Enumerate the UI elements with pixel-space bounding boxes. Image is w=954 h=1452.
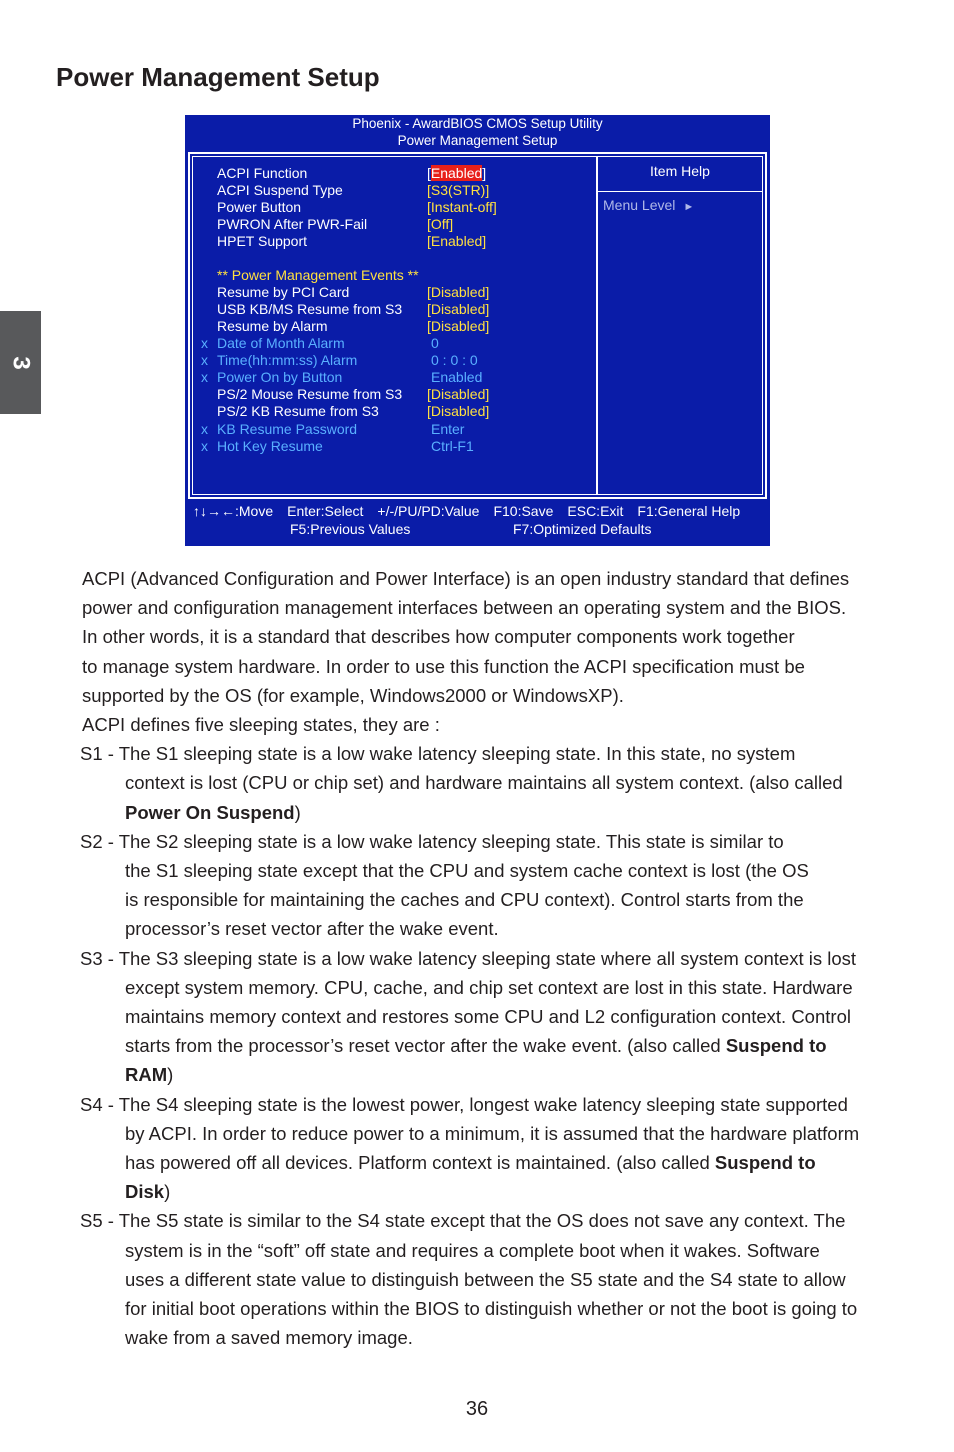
- bios-setting-label: Date of Month Alarm: [217, 335, 345, 351]
- body-text-line: [82, 714, 440, 736]
- footer-f7: F7:Optimized Defaults: [513, 521, 652, 537]
- bios-utility-title: Phoenix - AwardBIOS CMOS Setup Utility: [352, 116, 603, 131]
- disabled-marker: x: [201, 352, 208, 368]
- body-text-line: [125, 1269, 846, 1291]
- line-text: has powered off all devices. Platform context is maintained. (also called: [125, 1152, 715, 1173]
- bios-setting-label: ACPI Suspend Type: [217, 182, 343, 198]
- line-text: to manage system hardware. In order to use this function the ACPI specification must be: [82, 655, 805, 677]
- body-text-line: [125, 772, 843, 794]
- body-text-line: [125, 977, 853, 999]
- bios-inner-frame: [192, 156, 763, 495]
- bios-screenshot: [185, 115, 770, 546]
- body-text-line: [82, 685, 624, 707]
- body-text-line: [125, 889, 804, 911]
- bios-setting-value[interactable]: [Disabled]: [427, 403, 490, 419]
- disabled-marker: x: [201, 369, 208, 385]
- line-text: processor’s reset vector after the wake event.: [125, 918, 499, 940]
- body-text-line: [125, 1064, 173, 1086]
- menu-level: [603, 197, 694, 213]
- bios-setting-label: USB KB/MS Resume from S3: [217, 301, 403, 317]
- body-text-line: [80, 948, 856, 970]
- bios-setting-label: PWRON After PWR-Fail: [217, 216, 368, 232]
- body-text-line: [125, 918, 499, 940]
- footer-key: F1:General Help: [637, 503, 741, 519]
- page-title: Power Management Setup: [56, 62, 380, 92]
- bios-setting-value[interactable]: [S3(STR)]: [427, 182, 490, 198]
- line-text: In other words, it is a standard that describes how computer components work together: [82, 626, 795, 648]
- line-text: system is in the “soft” off state and requires a complete boot when it wakes. Software: [125, 1239, 820, 1261]
- body-text-line: [80, 1210, 845, 1232]
- bios-setting-value[interactable]: [Disabled]: [427, 301, 490, 317]
- body-text-line: [125, 1123, 859, 1145]
- bios-divider: [596, 157, 598, 494]
- body-text-line: [125, 1181, 170, 1203]
- line-text: ACPI (Advanced Configuration and Power Interface) is an open industry standard that defines: [82, 568, 850, 589]
- item-help-title: Item Help: [650, 163, 710, 179]
- bios-setting-label: Hot Key Resume: [217, 438, 323, 454]
- footer-key: F10:Save: [493, 503, 554, 519]
- bios-setting-value[interactable]: [Enabled]: [427, 233, 487, 249]
- bios-setting-value: Ctrl-F1: [431, 438, 474, 454]
- bios-setting-label: KB Resume Password: [217, 421, 358, 437]
- line-text: is responsible for maintaining the caches and CPU context). Control starts from the: [125, 889, 804, 911]
- bios-setting-value[interactable]: [Instant-off]: [427, 199, 497, 215]
- line-text: uses a different state value to distinguish between the S5 state and the S4 state to allow: [125, 1268, 846, 1290]
- line-text: by ACPI. In order to reduce power to a minimum, it is assumed that the hardware platform: [125, 1122, 860, 1144]
- body-text-line: [125, 1327, 413, 1349]
- body-text-line: [82, 656, 805, 678]
- line-text: S2 - The S2 sleeping state is a low wake latency sleeping state. This state is similar to: [80, 830, 784, 852]
- footer-f5: F5:Previous Values: [290, 521, 411, 537]
- line-text-after: ): [167, 1064, 174, 1086]
- line-text: supported by the OS (for example, Windows2000 or WindowsXP).: [82, 684, 624, 706]
- line-text: S3 - The S3 sleeping state is a low wake latency sleeping state where all system context is lost: [80, 947, 857, 969]
- selected-value-highlight[interactable]: Enabled: [430, 165, 483, 181]
- footer-key: +/-/PU/PD:Value: [377, 503, 480, 519]
- page-number: 36: [465, 1398, 489, 1420]
- line-text: wake from a saved memory image.: [125, 1327, 413, 1349]
- bios-setting-label: PS/2 KB Resume from S3: [217, 403, 379, 419]
- line-text: except system memory. CPU, cache, and chip set context are lost in this state. Hardware: [125, 976, 853, 998]
- bios-setting-label: HPET Support: [217, 233, 308, 249]
- line-text: S5 - The S5 state is similar to the S4 state except that the OS does not save any context. The: [80, 1210, 846, 1232]
- bios-frame: [188, 152, 767, 499]
- body-text-line: [125, 1035, 827, 1057]
- bios-setting-value[interactable]: [Off]: [427, 216, 454, 232]
- chapter-tab: [0, 311, 41, 414]
- line-text-after: ): [294, 801, 301, 823]
- line-text: ACPI defines five sleeping states, they are :: [82, 714, 440, 735]
- bios-setting-label: Time(hh:mm:ss) Alarm: [217, 352, 358, 368]
- line-bold-term: Disk: [125, 1181, 165, 1203]
- bios-setting-value: 0 : 0 : 0: [431, 352, 478, 368]
- line-text: starts from the processor’s reset vector after the wake event. (also called: [125, 1035, 726, 1057]
- disabled-marker: x: [201, 335, 208, 351]
- chapter-number: 3: [7, 355, 35, 370]
- body-text-line: [125, 1006, 851, 1028]
- line-bold-term: Suspend to: [725, 1035, 827, 1057]
- bios-header: [185, 115, 770, 149]
- footer-key: ESC:Exit: [567, 503, 624, 519]
- line-text: S4 - The S4 sleeping state is the lowest power, longest wake latency sleeping state supported: [80, 1093, 848, 1115]
- body-text-line: [125, 1298, 857, 1320]
- body-text-line: [82, 597, 846, 619]
- menu-level-arrow-icon: ►: [683, 201, 695, 213]
- line-text: maintains memory context and restores some CPU and L2 configuration context. Control: [125, 1006, 851, 1027]
- bios-setting-value[interactable]: [Enabled]: [427, 165, 487, 181]
- body-text-line: [80, 743, 795, 765]
- body-text-line: [125, 1240, 820, 1262]
- bios-setting-label: Power Button: [217, 199, 302, 215]
- body-text-line: [80, 831, 784, 853]
- bios-setting-label: PS/2 Mouse Resume from S3: [217, 386, 403, 402]
- line-text-after: ): [164, 1181, 171, 1203]
- bios-setting-value[interactable]: [Disabled]: [427, 318, 490, 334]
- body-text-line: [82, 568, 849, 590]
- bios-setting-label: Power On by Button: [217, 369, 343, 385]
- bios-setting-label: Resume by PCI Card: [217, 284, 350, 300]
- line-text: the S1 sleeping state except that the CPU and system cache context is lost (the OS: [125, 860, 809, 881]
- body-text-line: [125, 860, 809, 882]
- disabled-marker: x: [201, 438, 208, 454]
- body-text-line: [125, 1152, 816, 1174]
- bios-setting-label: Resume by Alarm: [217, 318, 328, 334]
- bios-setting-label: ** Power Management Events **: [217, 267, 419, 283]
- bios-setting-value: 0: [431, 335, 439, 351]
- bios-setting-value: Enabled: [431, 369, 483, 385]
- bios-setting-value[interactable]: [Disabled]: [427, 284, 490, 300]
- body-text-line: [82, 626, 795, 648]
- disabled-marker: x: [201, 421, 208, 437]
- line-bold-term: Suspend to: [714, 1152, 816, 1173]
- line-text: power and configuration management interfaces between an operating system and the BIOS.: [82, 597, 847, 619]
- footer-key: ↑↓→←:Move: [193, 503, 274, 519]
- line-bold-term: RAM: [125, 1064, 168, 1086]
- bios-setting-value[interactable]: [Disabled]: [427, 386, 490, 402]
- bios-setting-label: ACPI Function: [217, 165, 308, 181]
- bios-setting-value: Enter: [431, 421, 465, 437]
- body-text-line: [125, 802, 301, 824]
- line-text: context is lost (CPU or chip set) and hardware maintains all system context. (also called: [125, 772, 843, 794]
- body-text-line: [80, 1094, 848, 1116]
- bios-key-legend: [193, 503, 754, 520]
- line-text: for initial boot operations within the BIOS to distinguish whether or not the boot is going to: [125, 1298, 858, 1319]
- bios-screen-title: Power Management Setup: [397, 133, 558, 148]
- menu-level-label: Menu Level: [603, 197, 676, 213]
- footer-key: Enter:Select: [287, 503, 364, 519]
- line-text: S1 - The S1 sleeping state is a low wake latency sleeping state. In this state, no system: [80, 743, 796, 765]
- line-bold-term: Power On Suspend: [125, 801, 295, 823]
- help-divider: [598, 191, 762, 192]
